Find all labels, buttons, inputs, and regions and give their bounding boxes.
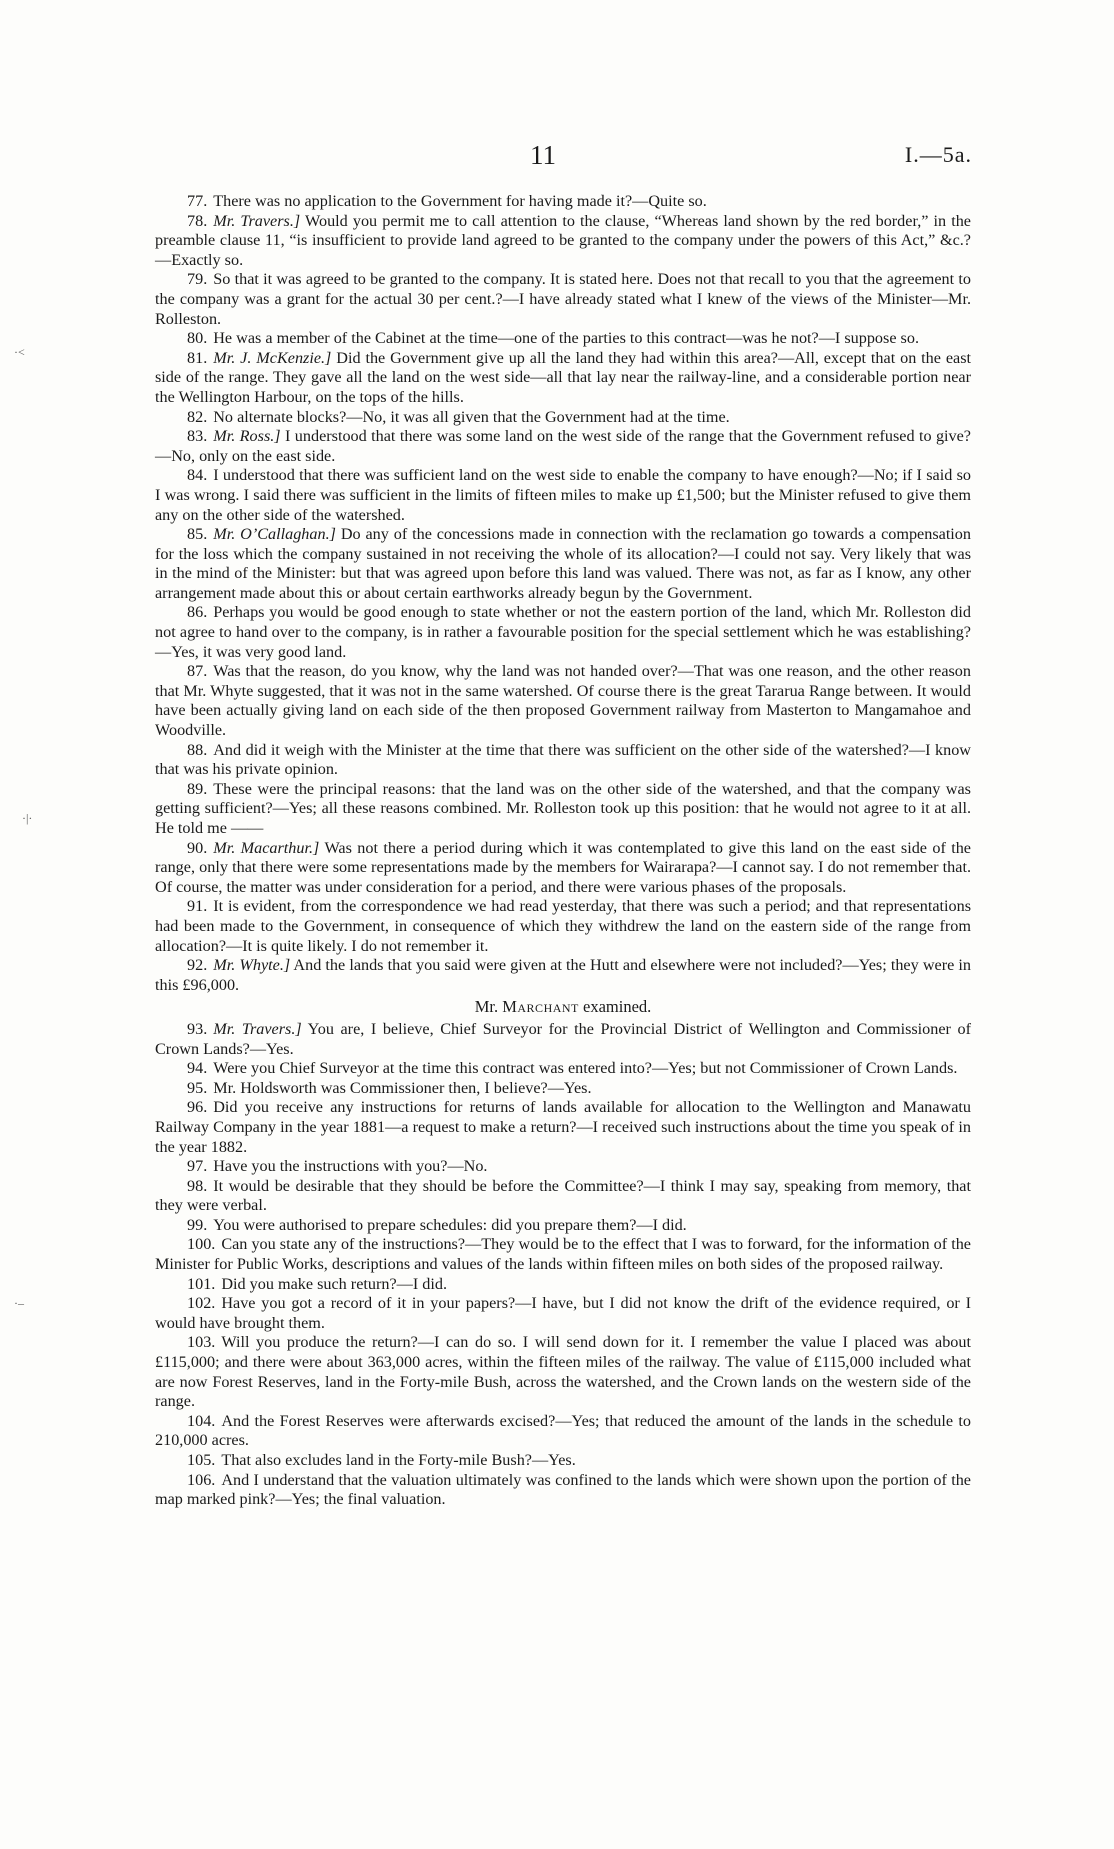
paragraph-text: That also excludes land in the Forty-mile Bush?—Yes. xyxy=(221,1451,576,1469)
paragraph-text: Was not there a period during which it was contemplated to give this land on the east side of the range, only that there were some representations made by the members for Wairarapa?—I cannot say. I do not remember that. Of course, the matter was under consideration for a period, and there were various phases of the proposals. xyxy=(155,838,971,896)
paragraph-text: Have you the instructions with you?—No. xyxy=(213,1157,488,1176)
question-number: 102. xyxy=(187,1294,216,1313)
question-paragraph xyxy=(155,329,971,349)
speaker-name: Mr. Travers.] xyxy=(213,1019,302,1038)
speaker-name: Mr. J. McKenzie.] xyxy=(213,348,332,367)
heading-suffix: examined. xyxy=(583,997,652,1017)
document-body xyxy=(155,192,971,1510)
question-number: 94. xyxy=(187,1059,208,1078)
question-number: 103. xyxy=(187,1333,216,1352)
question-paragraph xyxy=(155,1275,971,1295)
question-paragraph xyxy=(155,466,971,525)
paragraph-text: And the lands that you said were given at the Hutt and elsewhere were not included?—Yes; they were in this £96,000. xyxy=(155,956,971,994)
paragraph-text: Did the Government give up all the land they had within this area?—All, except that on the east side of the range. They gave all the land on the west side—all that lay near the railway-line, and a considerable portion near the Wellington Harbour, on the tops of the hills. xyxy=(155,348,972,406)
evidence-block-1 xyxy=(155,192,971,995)
paragraph-text: It would be desirable that they should be before the Committee?—I think I may say, speaking from memory, that they were verbal. xyxy=(155,1176,971,1215)
question-number: 95. xyxy=(187,1078,208,1097)
heading-prefix: Mr. xyxy=(474,997,499,1017)
question-paragraph xyxy=(155,1079,971,1099)
question-number: 80. xyxy=(187,329,208,348)
question-paragraph xyxy=(155,897,971,956)
question-number: 96. xyxy=(187,1098,208,1117)
margin-mark: ·|· xyxy=(22,811,33,825)
question-number: 91. xyxy=(187,897,208,916)
question-number: 87. xyxy=(187,662,208,681)
question-number: 78. xyxy=(187,211,208,230)
paragraph-text: Do any of the concessions made in connection with the reclamation go towards a compensation for the loss which the company sustained in not receiving the whole of its allocation?—I could not say. Very likely that was in the mind of the Minister: but that was agreed upon before this land was valued. There was not, as far as I know, any other arrangement made about this or about certain earthworks already begun by the Government. xyxy=(155,525,971,602)
question-number: 92. xyxy=(187,956,208,975)
speaker-name: Mr. Ross.] xyxy=(213,427,281,446)
question-paragraph xyxy=(155,1177,971,1216)
question-paragraph xyxy=(155,956,971,995)
question-paragraph xyxy=(155,780,971,839)
question-number: 81. xyxy=(187,348,208,367)
question-paragraph xyxy=(155,1333,971,1411)
paragraph-text: Can you state any of the instructions?—They would be to the effect that I was to forward, for the information of the Minister for Public Works, descriptions and values of the lands within fifteen miles on both sides of the proposed railway. xyxy=(155,1235,971,1274)
question-paragraph xyxy=(155,1294,971,1333)
speaker-name: Mr. O’Callaghan.] xyxy=(213,525,336,544)
question-number: 85. xyxy=(187,525,208,544)
question-paragraph xyxy=(155,603,971,662)
question-number: 100. xyxy=(187,1235,216,1254)
paragraph-text: And I understand that the valuation ultimately was confined to the lands which were shown upon the portion of the map marked pink?—Yes; the final valuation. xyxy=(155,1470,971,1509)
question-paragraph xyxy=(155,192,971,212)
question-number: 79. xyxy=(187,270,208,289)
paragraph-text: Mr. Holdsworth was Commissioner then, I believe?—Yes. xyxy=(213,1078,592,1097)
paragraph-text: Have you got a record of it in your papers?—I have, but I did not know the drift of the evidence required, or I would have brought them. xyxy=(155,1294,971,1332)
paragraph-text: He was a member of the Cabinet at the time—one of the parties to this contract—was he not?—I suppose so. xyxy=(213,329,919,348)
paragraph-text: So that it was agreed to be granted to the company. It is stated here. Does not that recall to you that the agreement to the company was a grant for the actual 30 per cent.?—I have already stated what I knew of the views of the Minister—Mr. Rolleston. xyxy=(155,270,971,328)
question-number: 98. xyxy=(187,1176,208,1195)
witness-name: Marchant xyxy=(502,997,579,1017)
paragraph-text: I understood that there was sufficient land on the west side to enable the company to have enough?—No; if I said so I was wrong. I said there was sufficient in the limits of fifteen miles to make up £1,500; but the Minister refused to give them any on the other side of the watershed. xyxy=(155,466,971,524)
question-paragraph xyxy=(155,1059,971,1079)
question-paragraph xyxy=(155,1471,971,1510)
question-paragraph xyxy=(155,212,971,271)
question-paragraph xyxy=(155,525,971,603)
paragraph-text: No alternate blocks?—No, it was all given that the Government had at the time. xyxy=(213,407,730,426)
question-paragraph xyxy=(155,662,971,740)
question-number: 106. xyxy=(187,1470,216,1489)
question-paragraph xyxy=(155,1216,971,1236)
question-paragraph xyxy=(155,1098,971,1157)
paragraph-text: Will you produce the return?—I can do so. I will send down for it. I remember the value I placed was about £115,000; and there were about 363,000 acres, within the fifteen miles of the railway. The value of £115,000 included what are now Forest Reserves, land in the Forty-mile Bush, across the watershed, and the Crown lands on the western side of the range. xyxy=(155,1333,971,1411)
speaker-name: Mr. Macarthur.] xyxy=(213,838,320,857)
question-paragraph xyxy=(155,1020,971,1059)
question-paragraph xyxy=(155,1157,971,1177)
paragraph-text: Was that the reason, do you know, why the land was not handed over?—That was one reason, and the other reason that Mr. Whyte suggested, that it was not in the same watershed. Of course there is the great Tararua Range between. It would have been actually giving land on each side of the then proposed Government railway from Masterton to Mangamahoe and Woodville. xyxy=(155,662,971,740)
question-paragraph xyxy=(155,349,971,408)
page-header xyxy=(0,140,1114,180)
paragraph-text: Did you make such return?—I did. xyxy=(221,1274,447,1293)
question-number: 86. xyxy=(187,603,208,622)
question-paragraph xyxy=(155,427,971,466)
question-paragraph xyxy=(155,270,971,329)
paragraph-text: I understood that there was some land on the west side of the range that the Government refused to give?—No, only on the east side. xyxy=(155,427,971,465)
paragraph-text: These were the principal reasons: that the land was on the other side of the watershed, and that the company was getting sufficient?—Yes; all these reasons combined. Mr. Rolleston took up this position: that he would not agree to it at all. He told me —— xyxy=(155,779,971,837)
question-number: 97. xyxy=(187,1157,208,1176)
question-paragraph xyxy=(155,1235,971,1274)
question-paragraph xyxy=(155,839,971,898)
question-number: 105. xyxy=(187,1451,216,1469)
paragraph-text: You were authorised to prepare schedules: did you prepare them?—I did. xyxy=(213,1215,687,1234)
question-number: 104. xyxy=(187,1411,216,1430)
question-number: 88. xyxy=(187,740,208,759)
margin-mark: ·< xyxy=(14,345,25,359)
paragraph-text: It is evident, from the correspondence we had read yesterday, that there was such a period; and that representations had been made to the Government, in consequence of which they withdrew the land on the eastern side of the range from allocation?—It is quite likely. I do not remember it. xyxy=(155,897,971,955)
paragraph-text: Did you receive any instructions for returns of lands available for allocation to the Wellington and Manawatu Railway Company in the year 1881—a request to make a return?—I received such instructions about the time you speak of in the year 1882. xyxy=(155,1098,971,1156)
paragraph-text: Were you Chief Surveyor at the time this contract was entered into?—Yes; but not Commissioner of Crown Lands. xyxy=(213,1059,958,1078)
question-number: 90. xyxy=(187,838,208,857)
question-paragraph xyxy=(155,1451,971,1471)
question-number: 93. xyxy=(187,1019,208,1038)
paragraph-text: Would you permit me to call attention to the clause, “Whereas land shown by the red border,” in the preamble clause 11, “is insufficient to provide land agreed to be granted to the company under the powers of this Act,” &c.?—Exactly so. xyxy=(155,211,971,269)
question-number: 99. xyxy=(187,1215,208,1234)
question-number: 84. xyxy=(187,466,208,485)
speaker-name: Mr. Travers.] xyxy=(213,211,301,230)
question-paragraph xyxy=(155,741,971,780)
question-paragraph xyxy=(155,1412,971,1451)
question-number: 83. xyxy=(187,427,208,446)
paragraph-text: You are, I believe, Chief Surveyor for the Provincial District of Wellington and Commissioner of Crown Lands?—Yes. xyxy=(155,1019,972,1058)
speaker-name: Mr. Whyte.] xyxy=(213,956,291,975)
question-paragraph xyxy=(155,408,971,428)
question-number: 82. xyxy=(187,407,208,426)
paragraph-text: Perhaps you would be good enough to state whether or not the eastern portion of the land, which Mr. Rolleston did not agree to hand over to the company, is in rather a favourable position for the special settlement which he was establishing?—Yes, it was very good land. xyxy=(155,603,971,661)
paragraph-text: And did it weigh with the Minister at the time that there was sufficient on the other side of the watershed?—I know that was his private opinion. xyxy=(155,740,971,779)
question-number: 101. xyxy=(187,1274,216,1293)
page-number: 11 xyxy=(530,140,556,170)
paragraph-text: There was no application to the Government for having made it?—Quite so. xyxy=(213,192,707,210)
margin-mark: ·– xyxy=(14,1296,24,1310)
question-number: 77. xyxy=(187,192,208,210)
document-reference: I.—5a. xyxy=(904,142,972,167)
question-number: 89. xyxy=(187,779,208,798)
paragraph-text: And the Forest Reserves were afterwards excised?—Yes; that reduced the amount of the lands in the schedule to 210,000 acres. xyxy=(155,1411,971,1450)
evidence-block-2 xyxy=(155,1020,971,1510)
section-heading xyxy=(155,997,971,1017)
